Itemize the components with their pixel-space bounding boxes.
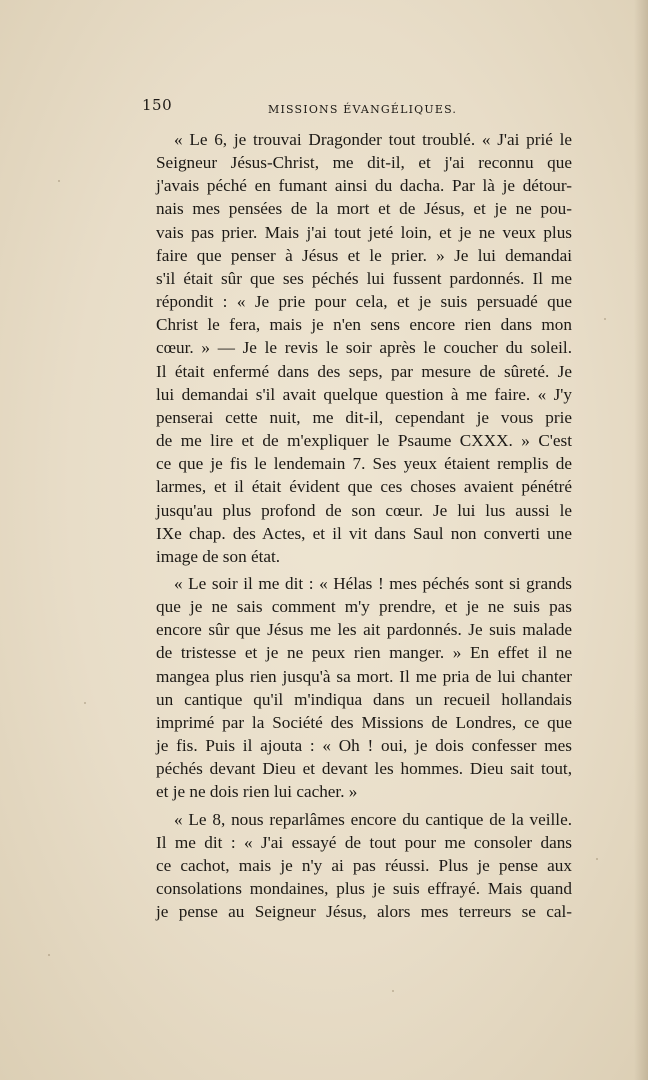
text-line: cœur. » — Je le revis le soir après le coucher du soleil. <box>156 338 572 358</box>
text-line: et je ne dois rien lui cacher. » <box>156 782 358 802</box>
text-line: image de son état. <box>156 546 281 566</box>
text-line: s'il était sûr que ses péchés lui fussent pardonnés. Il me <box>156 268 572 288</box>
body-text <box>156 128 572 927</box>
text-line: Seigneur Jésus-Christ, me dit-il, et j'ai reconnu que <box>156 153 572 173</box>
text-line: lui demandai s'il avait quelque question à me faire. « J'y <box>156 384 572 404</box>
text-line: répondit : « Je prie pour cela, et je suis persuadé que <box>156 292 572 312</box>
text-line: Il était enfermé dans des seps, par mesure de sûreté. Je <box>156 361 572 381</box>
paragraph-3 <box>156 808 572 924</box>
paragraph-2 <box>156 572 572 804</box>
text-line: de tristesse et je ne peux rien manger. » En effet il ne <box>156 643 572 663</box>
text-line: faire que penser à Jésus et le prier. » Je lui demandai <box>156 245 572 265</box>
text-line: jusqu'au plus profond de son cœur. Je lui lus aussi le <box>156 500 572 520</box>
page-number: 150 <box>142 96 173 114</box>
text-line: vais pas prier. Mais j'ai tout jeté loin, et je ne veux plus <box>156 222 572 242</box>
text-line: consolations mondaines, plus je suis effrayé. Mais quand <box>156 879 572 898</box>
text-line: péchés devant Dieu et devant les hommes. Dieu sait tout, <box>156 759 572 779</box>
text-line: larmes, et il était évident que ces choses avaient pénétré <box>156 477 572 497</box>
text-line: un cantique qu'il m'indiqua dans un recueil hollandais <box>156 689 572 709</box>
page-edge-shadow <box>634 0 648 1080</box>
text-line: nais mes pensées de la mort et de Jésus, et je ne pou- <box>156 199 572 219</box>
text-line: ce que je fis le lendemain 7. Ses yeux étaient remplis de <box>156 454 572 474</box>
text-line: je pense au Seigneur Jésus, alors mes terreurs se cal- <box>156 902 572 922</box>
text-line: que je ne sais comment m'y prendre, et je ne suis pas <box>156 597 572 617</box>
text-line: j'avais péché en fumant ainsi du dacha. Par là je détour- <box>156 176 572 196</box>
text-line: je fis. Puis il ajouta : « Oh ! oui, je dois confesser mes <box>156 736 572 756</box>
text-line: « Le 8, nous reparlâmes encore du cantique de la veille. <box>174 809 572 829</box>
text-line: Christ le fera, mais je n'en sens encore rien dans mon <box>156 315 572 335</box>
text-line: ce cachot, mais je n'y ai pas réussi. Plus je pense aux <box>156 855 572 875</box>
text-line: encore sûr que Jésus me les ait pardonnés. Je suis malade <box>156 620 572 640</box>
text-line: « Le soir il me dit : « Hélas ! mes péchés sont si grands <box>174 573 572 593</box>
text-line: « Le 6, je trouvai Dragonder tout troublé. « J'ai prié le <box>174 130 572 149</box>
text-line: IXe chap. des Actes, et il vit dans Saul non converti une <box>156 523 572 543</box>
text-line: imprimé par la Société des Missions de Londres, ce que <box>156 712 572 732</box>
text-line: de me lire et de m'expliquer le Psaume CXXX. » C'est <box>156 431 572 451</box>
paragraph-1 <box>156 128 572 568</box>
running-title: MISSIONS ÉVANGÉLIQUES. <box>268 103 458 116</box>
text-line: Il me dit : « J'ai essayé de tout pour me consoler dans <box>156 832 572 852</box>
text-line: mangea plus rien jusqu'à sa mort. Il me pria de lui chanter <box>156 666 572 686</box>
text-line: penserai cette nuit, me dit-il, cependant je vous prie <box>156 407 572 427</box>
